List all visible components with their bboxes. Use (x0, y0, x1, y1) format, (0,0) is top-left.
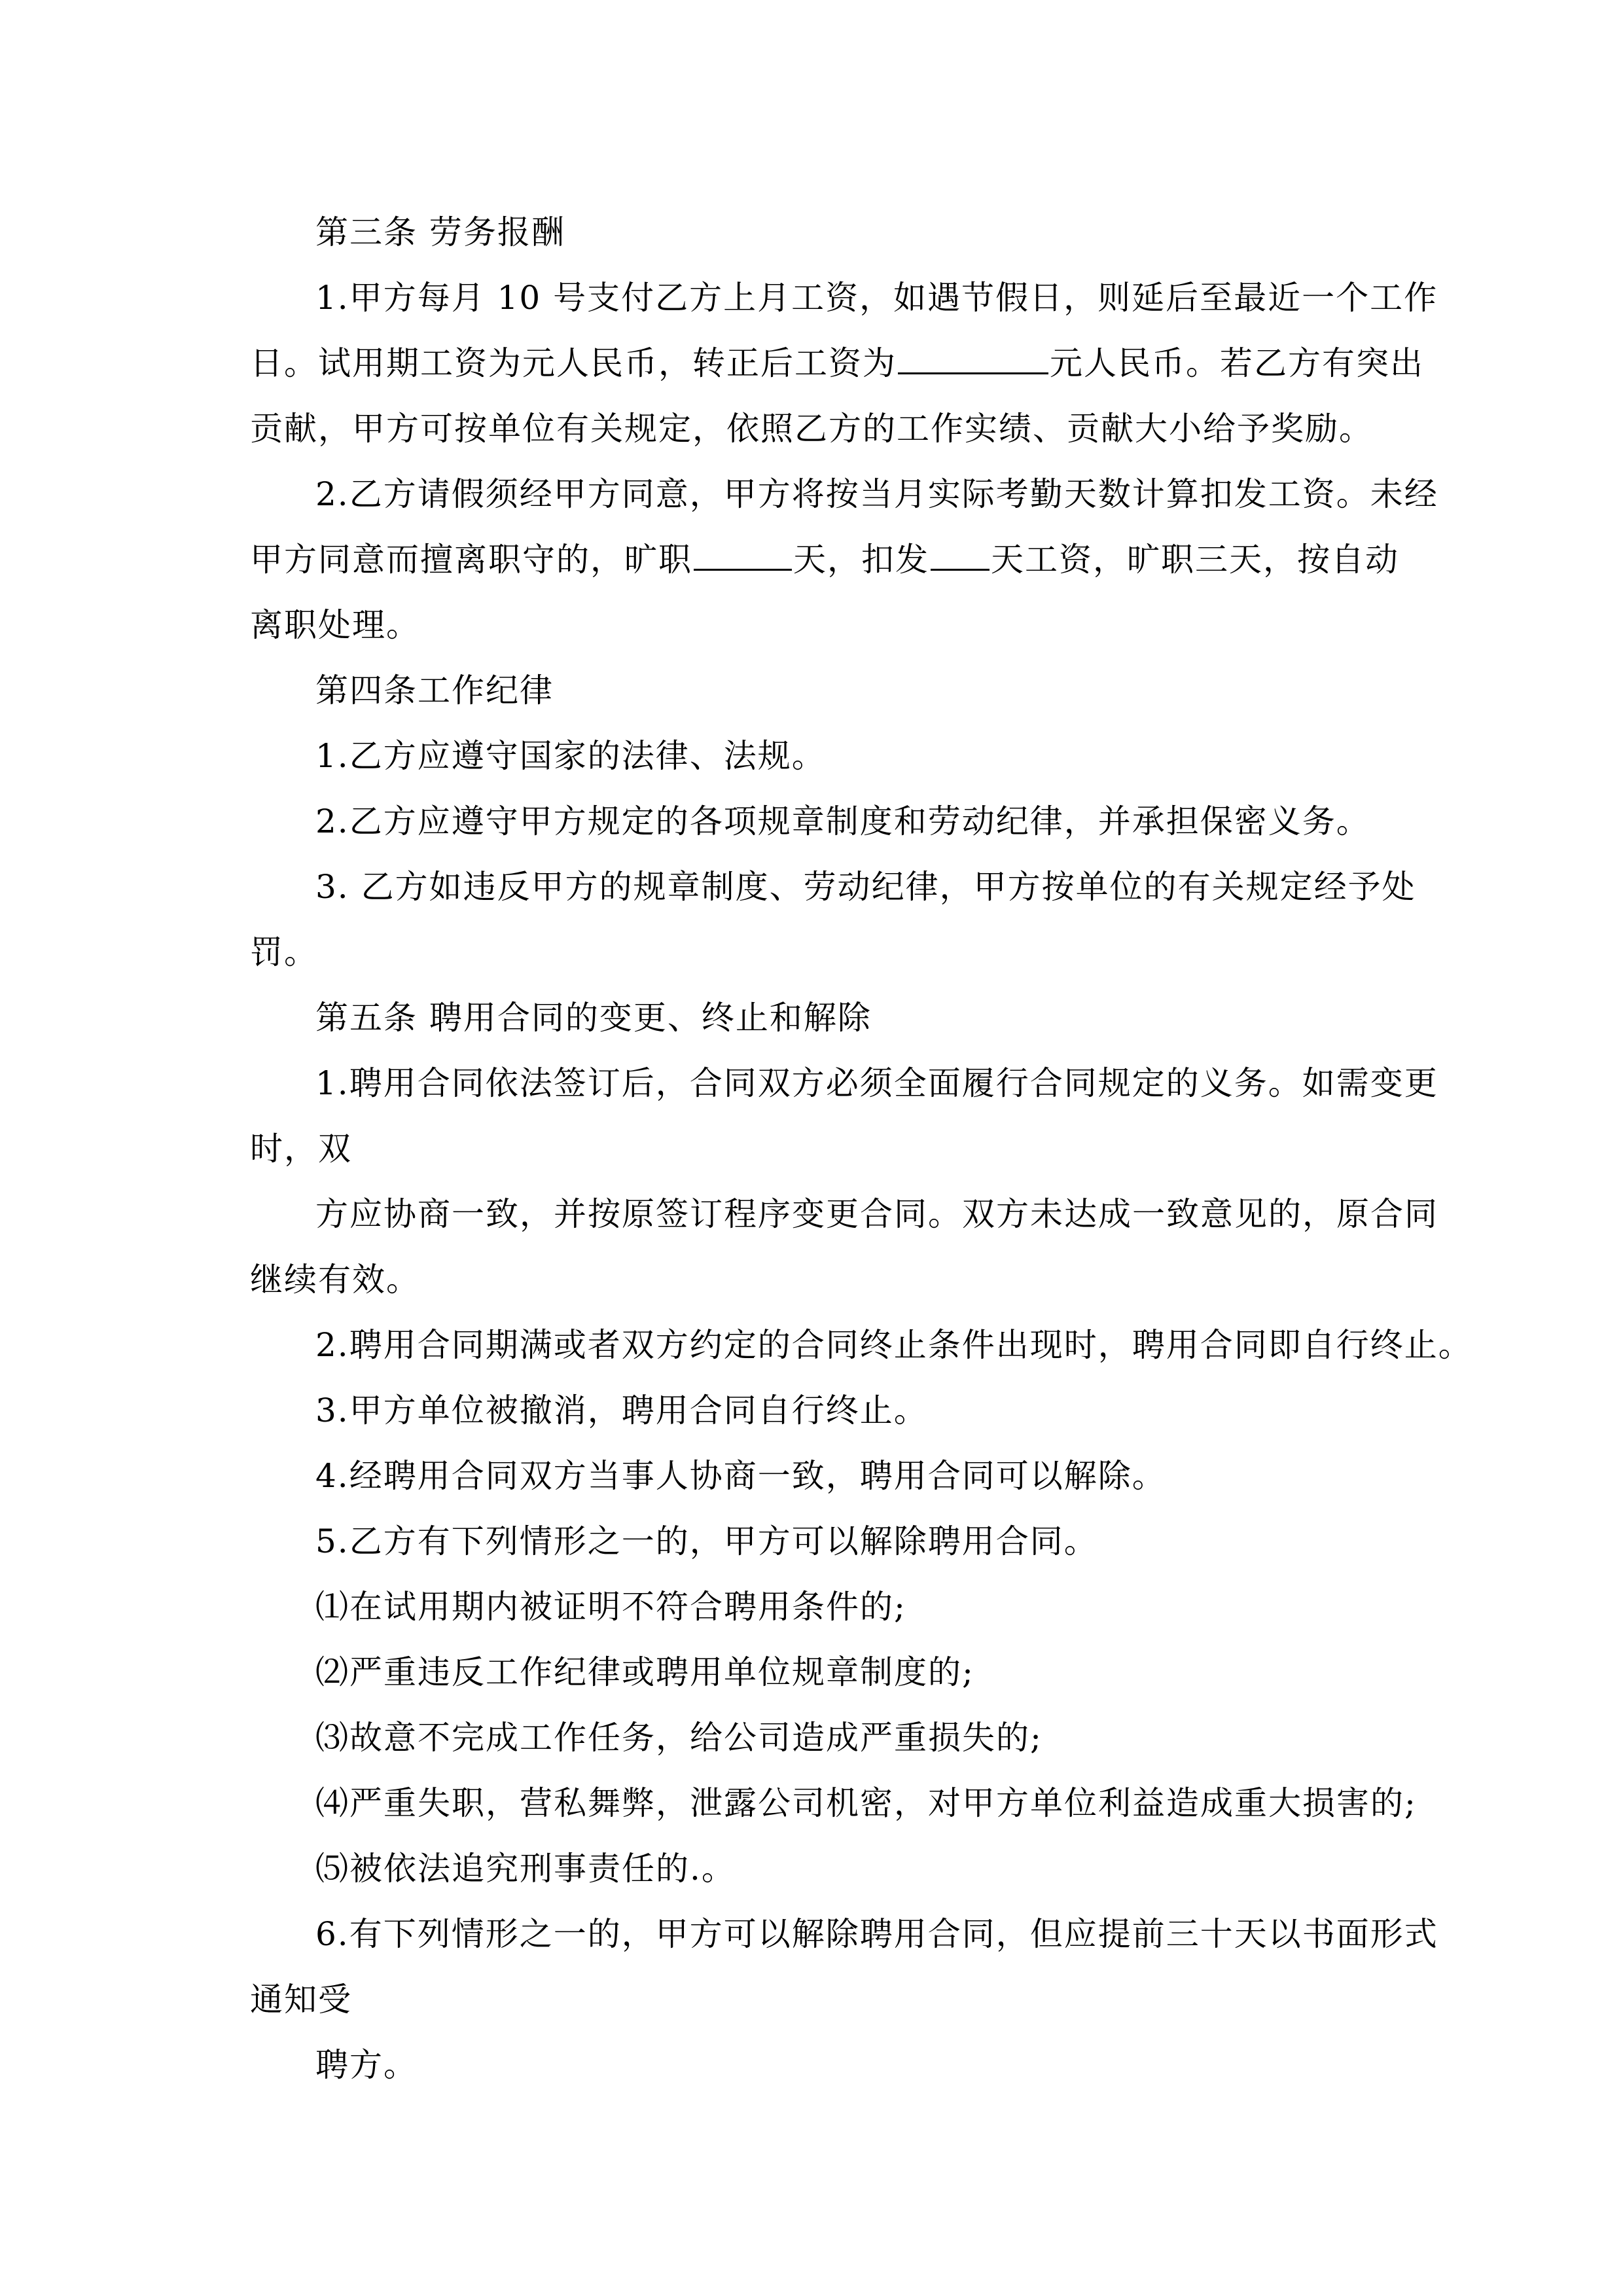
text-segment: 天工资，旷职三天，按自动 (991, 541, 1399, 579)
article-5-subitem-2: ⑵严重违反工作纪律或聘用单位规章制度的; (315, 1653, 974, 1691)
article-3-item-1-line-1: 1.甲方每月 10 号支付乙方上月工资，如遇节假日，则延后至最近一个工作 (315, 279, 1438, 317)
article-3-title: 第三条 劳务报酬 (315, 213, 565, 251)
deduction-days-blank (931, 536, 990, 571)
article-5-item-1-line-3: 方应协商一致，并按原签订程序变更合同。双方未达成一致意见的，原合同 (315, 1195, 1438, 1233)
absence-days-blank (694, 536, 792, 571)
text-segment: 天，扣发 (793, 541, 929, 579)
article-3-item-1-line-3: 贡献，甲方可按单位有关规定，依照乙方的工作实绩、贡献大小给予奖励。 (250, 410, 1373, 448)
text-segment: 甲方同意而擅离职守的，旷职 (250, 541, 692, 579)
article-5-item-1-line-2: 时，双 (250, 1130, 352, 1168)
article-5-title: 第五条 聘用合同的变更、终止和解除 (315, 999, 872, 1037)
article-5-item-1-line-1: 1.聘用合同依法签订后，合同双方必须全面履行合同规定的义务。如需变更 (315, 1064, 1438, 1102)
salary-blank (898, 340, 1048, 374)
article-5-item-6-line-2: 通知受 (250, 1981, 352, 2018)
article-5-item-4: 4.经聘用合同双方当事人协商一致，聘用合同可以解除。 (315, 1457, 1166, 1495)
article-5-item-3: 3.甲方单位被撤消，聘用合同自行终止。 (315, 1391, 928, 1429)
article-5-subitem-3: ⑶故意不完成工作任务，给公司造成严重损失的; (315, 1719, 1043, 1757)
article-4-title: 第四条工作纪律 (315, 672, 554, 709)
article-5-subitem-5: ⑸被依法追究刑事责任的.。 (315, 1850, 736, 1888)
text-segment: 日。试用期工资为元人民币，转正后工资为 (250, 344, 897, 382)
article-3-item-2-line-2 (250, 527, 1399, 592)
article-5-item-2: 2.聘用合同期满或者双方约定的合同终止条件出现时，聘用合同即自行终止。 (315, 1326, 1472, 1364)
article-5-item-6-line-3: 聘方。 (315, 2046, 418, 2084)
document-body (250, 200, 1472, 2098)
article-5-item-5: 5.乙方有下列情形之一的，甲方可以解除聘用合同。 (315, 1522, 1098, 1560)
article-4-item-2: 2.乙方应遵守甲方规定的各项规章制度和劳动纪律，并承担保密义务。 (315, 802, 1370, 840)
article-3-item-2-line-3: 离职处理。 (250, 606, 420, 644)
text-segment: 元人民币。若乙方有突出 (1050, 344, 1424, 382)
article-5-item-6-line-1: 6.有下列情形之一的，甲方可以解除聘用合同，但应提前三十天以书面形式 (315, 1915, 1438, 1953)
article-4-item-3-line-2: 罚。 (250, 933, 318, 971)
article-4-item-3-line-1: 3. 乙方如违反甲方的规章制度、劳动纪律，甲方按单位的有关规定经予处 (315, 868, 1416, 906)
article-3-item-1-line-2 (250, 331, 1424, 396)
article-3-item-2-line-1: 2.乙方请假须经甲方同意，甲方将按当月实际考勤天数计算扣发工资。未经 (315, 475, 1438, 513)
article-4-item-1: 1.乙方应遵守国家的法律、法规。 (315, 737, 826, 775)
article-5-subitem-1: ⑴在试用期内被证明不符合聘用条件的; (315, 1588, 906, 1626)
article-5-subitem-4: ⑷严重失职，营私舞弊，泄露公司机密，对甲方单位利益造成重大损害的; (315, 1784, 1417, 1822)
article-5-item-1-line-4: 继续有效。 (250, 1261, 420, 1299)
